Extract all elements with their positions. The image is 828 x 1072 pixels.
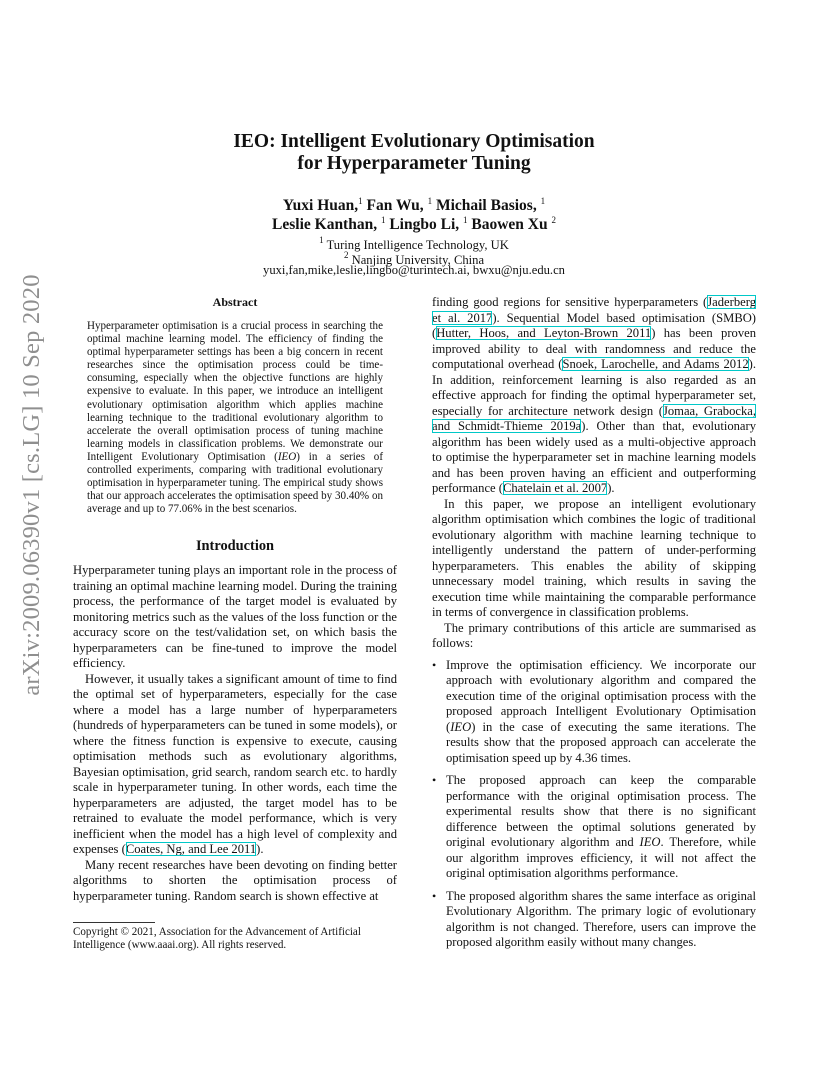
affiliation-mark: 1 bbox=[463, 215, 468, 225]
author-line-2 bbox=[0, 211, 828, 234]
footnote-rule bbox=[73, 922, 155, 923]
citation-link[interactable]: Chatelain et al. 2007 bbox=[502, 481, 608, 495]
author-name: Leslie Kanthan, bbox=[272, 216, 378, 233]
citation-link[interactable]: Jaderberg et al. 2017 bbox=[432, 295, 756, 325]
affiliation-mark: 2 bbox=[551, 215, 556, 225]
citation-link[interactable]: Jomaa, Grabocka, and Schmidt-Thieme 2019a bbox=[432, 403, 756, 433]
author-name: Michail Basios, bbox=[435, 197, 537, 214]
citation-link[interactable]: Hutter, Hoos, and Leyton-Brown 2011 bbox=[436, 326, 652, 340]
copyright-text: Copyright © 2021, Association for the Advancement of Artificial Intelligence (www.aaai.org). All rights reserved. bbox=[73, 926, 361, 952]
arxiv-stamp-text: arXiv:2009.06390v1 [cs.LG] 10 Sep 2020 bbox=[18, 274, 45, 696]
affiliation-mark: 1 bbox=[380, 215, 386, 225]
affiliation-mark: 1 bbox=[319, 235, 324, 245]
affiliation-2: $^2$ Nanjing University, China bbox=[343, 250, 485, 267]
bullet-icon: • bbox=[432, 773, 437, 787]
related-work-paragraph: finding good regions for sensitive hyperparameters (Jaderberg et al. 2017). Sequential Model based optimisation (SMBO) (Hutter, Hoos, and Leyton-Brown 2011) has been proven improved ability to deal with randomness and reduce the computational overhead (Snoek, Larochelle, and Adams 2012). In addition, reinforcement learning is also regarded as an effective approach for finding the optimal hyperparameter set, especially for architecture network design (Jomaa, Grabocka, and Schmidt-Thieme 2019a). Other than that, evolutionary algorithm has been widely used as a multi-objective approach to optimise the hyperparameter set in machine learning models and has been proven having an efficient and outperforming performance (Chatelain et al. 2007). bbox=[432, 295, 757, 495]
affiliation-mark: 1 bbox=[358, 196, 363, 206]
bullet-icon: • bbox=[432, 657, 437, 672]
author-emails: yuxi,fan,mike,leslie,lingbo@turintech.ai, bwxu@nju.edu.cn bbox=[263, 263, 565, 277]
abstract-heading: Abstract bbox=[212, 295, 258, 309]
affiliation-mark: 2 bbox=[343, 250, 349, 260]
affiliation-1: $^1$ Turing Intelligence Technology, UK bbox=[319, 235, 509, 252]
abstract-text: Hyperparameter optimisation is a crucial process in searching the optimal machine learning model. The efficiency of finding the optimal hyperparameter settings has been a big concern in recent researches since the optimisation process could be time-consuming, especially when the objective functions are highly expensive to evaluate. In this paper, we introduce an intelligent evolutionary optimisation algorithm which applies machine learning technique to the traditional evolutionary algorithm to accelerate the overall optimisation process of tuning machine learning models in classification problems. We demonstrate our Intelligent Evolutionary Optimisation (IEO) in a series of controlled experiments, comparing with traditional evolutionary optimisation in hyperparameter tuning. The empirical study shows that our approach accelerates the optimisation speed by 30.40% on average and up to 77.06% in the best scenarios. bbox=[87, 320, 384, 516]
citation-link[interactable]: Coates, Ng, and Lee 2011 bbox=[125, 842, 257, 857]
citation-link[interactable]: Snoek, Larochelle, and Adams 2012 bbox=[562, 357, 749, 371]
proposal-paragraph: In this paper, we propose an intelligent evolutionary algorithm optimisation which combines the logic of traditional evolutionary algorithm with machine learning technique to intelligently understand the pattern of under-performing hyperparameters. This enables the ability of skipping unnecessary model training, which results in saving the execution time while maintaining the comparable performance in terms of convergence in classification problems. bbox=[432, 496, 756, 619]
copyright-footnote bbox=[73, 922, 397, 952]
contributions-list bbox=[432, 658, 756, 951]
intro-paragraph-1: Hyperparameter tuning plays an important role in the process of training an optimal machine learning model. During the training process, the performance of the target model is evaluated by monitoring metrics such as the values of the loss function or the accuracy score on the test/validation set, on which basis the hyperparameters can be fine-tuned to improve the model efficiency. bbox=[73, 563, 397, 671]
affiliation-mark: 1 bbox=[540, 196, 546, 206]
intro-paragraph-3: Many recent researches have been devoting on finding better algorithms to shorten the optimisation process of hyperparameter tuning. Random search is shown effective at bbox=[73, 857, 397, 903]
bullet-icon: • bbox=[432, 888, 437, 903]
contributions-intro: The primary contributions of this article are summarised as follows: bbox=[432, 620, 756, 650]
author-name: Lingbo Li, bbox=[389, 216, 460, 233]
author-name: Baowen Xu bbox=[471, 216, 548, 233]
paper-title-line-1: IEO: Intelligent Evolutionary Optimisation bbox=[233, 131, 595, 152]
paper-title-line-2: for Hyperparameter Tuning bbox=[297, 153, 531, 174]
list-item: • Improve the optimisation efficiency. We incorporate our approach with evolutionary algorithm and compared the execution time of the original optimisation process with the proposed approach Intelligent Evolutionary Optimisation (IEO) in the case of executing the same iterations. The results show that the proposed approach can accelerate the optimisation speed up by 4.36 times. bbox=[432, 657, 756, 765]
left-column bbox=[73, 295, 397, 904]
list-item: • The proposed algorithm shares the same interface as original Evolutionary Algorithm. The primary logic of evolutionary algorithm is not changed. Therefore, users can improve the proposed algorithm easily without many changes. bbox=[432, 888, 756, 949]
list-item: • The proposed approach can keep the comparable performance with the original optimisation process. The experimental results show that there is no significant difference between the optimal solutions generated by original evolutionary algorithm and IEO. Therefore, while our algorithm improves efficiency, it will not affect the original optimisation algorithms performance. bbox=[432, 773, 756, 880]
author-name: Yuxi Huan, bbox=[282, 197, 359, 214]
author-name: Fan Wu, bbox=[366, 197, 424, 214]
affiliation-mark: 1 bbox=[427, 196, 433, 206]
right-column bbox=[432, 295, 756, 958]
intro-paragraph-2: However, it usually takes a significant amount of time to find the optimal set of hyperparameters, especially for the case where a model has a large number of hyperparameters (hundreds of hyperparameters can be tuned in some models), or where the fitness function is expensive to execute, causing optimisation methods such as evolutionary algorithms, Bayesian optimisation, grid search, random search etc. to hardly scale in hyperparameter tuning. In other words, each time the hyperparameters are adjusted, the target model has to be retrained to evaluate the model performance, which is very inefficient when the model has a high level of complexity and expenses (Coates, Ng, and Lee 2011). bbox=[73, 671, 397, 857]
arxiv-stamp bbox=[12, 274, 52, 696]
introduction-heading: Introduction bbox=[195, 538, 275, 555]
